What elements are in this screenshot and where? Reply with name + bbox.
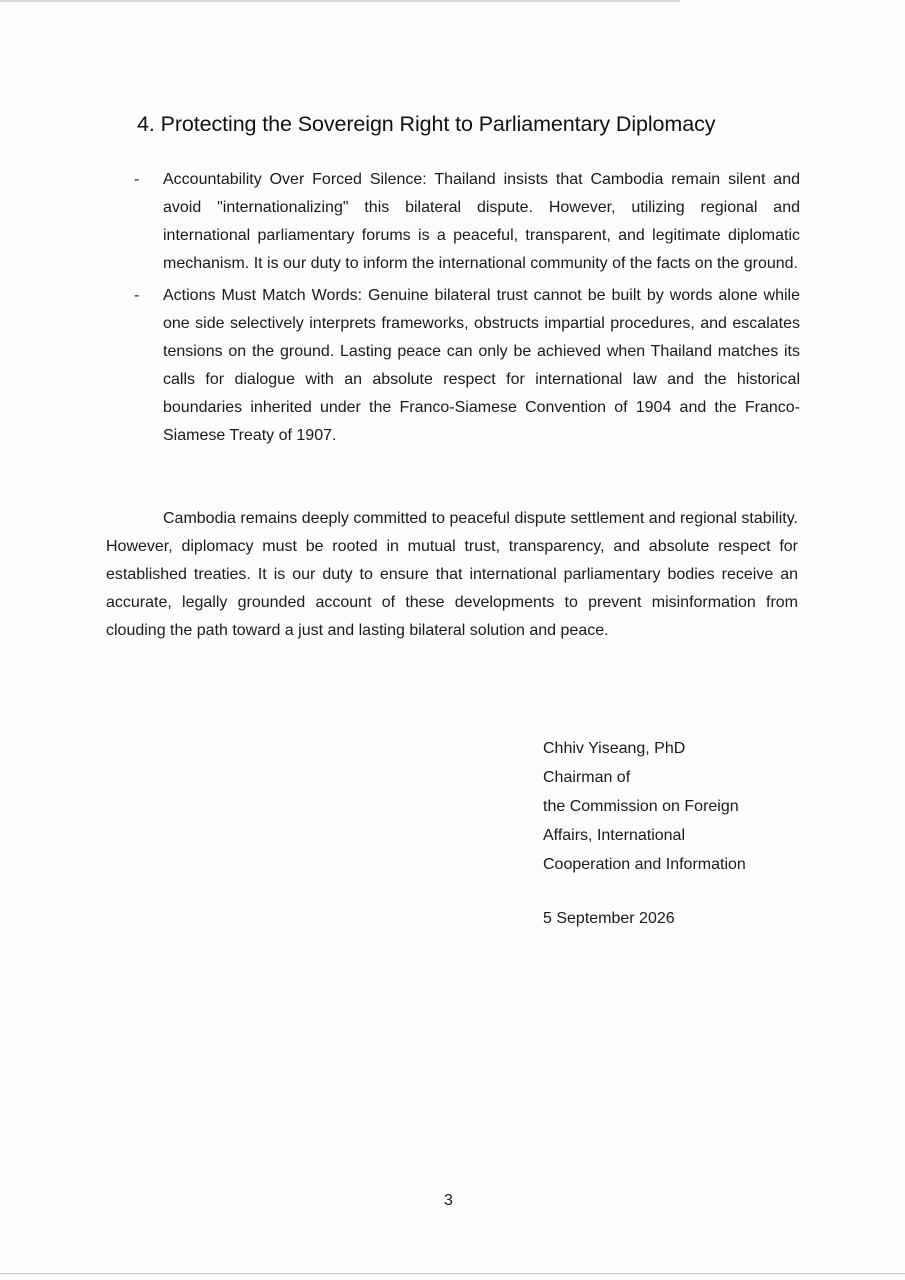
signatory-name: Chhiv Yiseang, PhD xyxy=(543,740,686,757)
signatory-title-line: Chairman of xyxy=(543,769,631,786)
document-date: 5 September 2026 xyxy=(543,910,675,927)
scan-edge-bottom xyxy=(0,1273,905,1274)
bullet-list xyxy=(132,166,800,454)
signatory-title-line: Cooperation and Information xyxy=(543,856,746,873)
bullet-item-accountability xyxy=(132,166,800,278)
signatory-title-line: Affairs, International xyxy=(543,827,686,844)
bullet-dash: - xyxy=(134,287,140,304)
section-heading: 4. Protecting the Sovereign Right to Parliamentary Diplomacy xyxy=(137,112,716,136)
closing-paragraph: Cambodia remains deeply committed to peaceful dispute settlement and regional stability. However, diplomacy must be rooted in mutual trust, transparency, and absolute respect for established treaties. It is our duty to ensure that international parliamentary bodies receive an accurate, legally grounded account of these developments to prevent misinformation from clouding the path toward a just and lasting bilateral solution and peace. xyxy=(106,510,798,639)
bullet-text: Accountability Over Forced Silence: Thailand insists that Cambodia remain silent and avoid "internationalizing" this bilateral dispute. However, utilizing regional and international parliamentary forums is a peaceful, transparent, and legitimate diplomatic mechanism. It is our duty to inform the international community of the facts on the ground. xyxy=(163,171,800,272)
bullet-text: Actions Must Match Words: Genuine bilateral trust cannot be built by words alone while one side selectively interprets frameworks, obstructs impartial procedures, and escalates tensions on the ground. Lasting peace can only be achieved when Thailand matches its calls for dialogue with an absolute respect for international law and the historical boundaries inherited under the Franco-Siamese Convention of 1904 and the Franco-Siamese Treaty of 1907. xyxy=(163,287,800,444)
bullet-item-actions xyxy=(132,282,800,450)
bullet-dash: - xyxy=(134,171,140,188)
signatory-title-line: the Commission on Foreign xyxy=(543,798,739,815)
signature-block xyxy=(543,734,746,879)
scan-edge-top xyxy=(0,0,680,2)
page-number: 3 xyxy=(444,1192,453,1209)
